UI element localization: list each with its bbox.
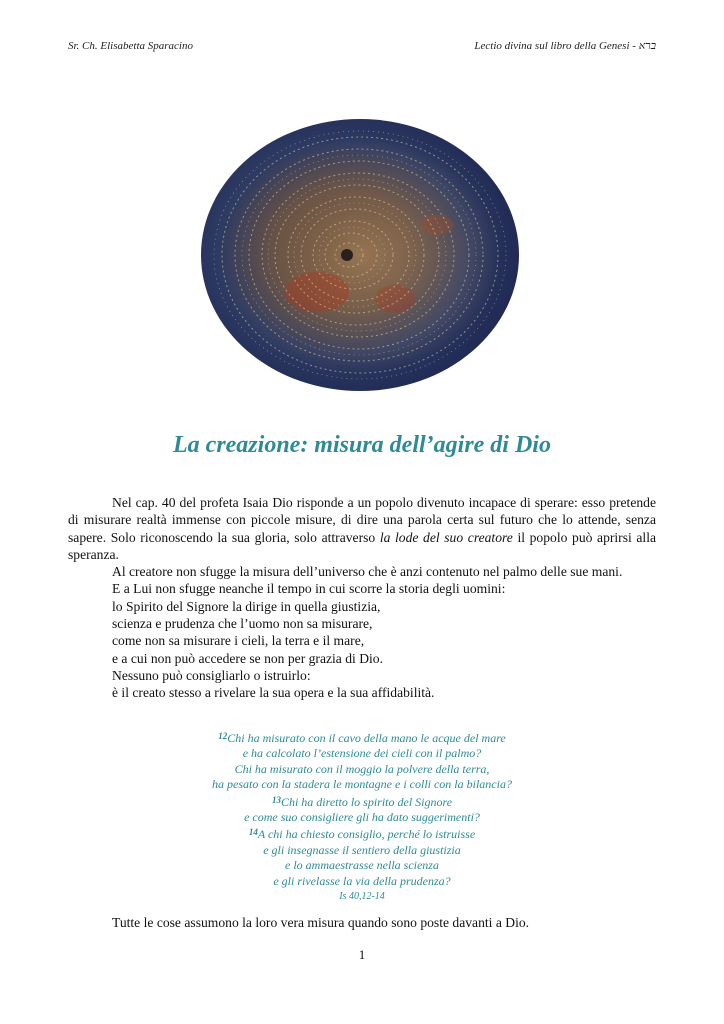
quote-line: e gli insegnasse il sentiero della giustizia [263, 842, 461, 857]
intro-line: scienza e prudenza che l’uomo non sa misurare, [112, 616, 373, 632]
quote-line: e ha calcolato l’estensione dei cieli con il palmo? [242, 746, 482, 761]
intro-paragraph-1: Nel cap. 40 del profeta Isaia Dio risponde a un popolo divenuto incapace di sperare: esso pretende di misurare realtà immense con piccole misure, di dire una parola certa sul futuro che lo attende, senza sapere. Solo riconoscendo la sua gloria, solo attraverso la lode del suo creatore il popolo può aprirsi alla speranza. [68, 495, 657, 562]
verse-number: 13 [271, 794, 281, 805]
intro-line: e a cui non può accedere se non per grazia di Dio. [112, 650, 383, 666]
quote-line: Chi ha misurato con il moggio la polvere della terra, [234, 761, 490, 776]
emphasis-text: la lode del suo creatore [379, 529, 513, 545]
intro-line: Nessuno può consigliarlo o istruirlo: [112, 667, 311, 683]
quote-line: e come suo consigliere gli ha dato suggerimenti? [244, 810, 480, 825]
quote-line: ha pesato con la stadera le montagne e i colli con la bilancia? [212, 777, 512, 792]
quote-line: $^{12}$Chi ha misurato con il cavo della mano le acque del mare [218, 731, 506, 745]
quote-line: e gli rivelasse la via della prudenza? [273, 873, 451, 888]
artwork-red-patch [285, 272, 349, 312]
verse-number: 12 [218, 731, 228, 741]
intro-paragraph-2: Al creatore non sfugge la misura dell’universo che è anzi contenuto nel palmo delle sue mani. [112, 564, 623, 580]
header-series: Lectio divina sul libro della Genesi - ברא [474, 40, 656, 52]
page-title: La creazione: misura dell’agire di Dio [173, 432, 551, 458]
scripture-quote [0, 729, 724, 904]
verse-number: 14 [248, 827, 258, 838]
quote-line: e lo ammaestrasse nella scienza [285, 858, 439, 873]
header-author: Sr. Ch. Elisabetta Sparacino [68, 40, 193, 52]
page-header [68, 40, 656, 52]
intro-line: lo Spirito del Signore la dirige in quella giustizia, [112, 598, 381, 614]
closing-text: Tutte le cose assumono la loro vera misura quando sono poste davanti a Dio. [112, 915, 530, 930]
intro-text [68, 494, 656, 702]
quote-line: $^{14}$A chi ha chiesto consiglio, perché lo istruisse [248, 827, 476, 842]
quote-line: $^{13}$Chi ha diretto lo spirito del Signore [271, 794, 453, 809]
intro-line: è il creato stesso a rivelare la sua opera e la sua affidabilità. [112, 685, 435, 701]
creation-artwork [199, 117, 521, 393]
page-number: 1 [358, 947, 366, 962]
artwork-center [341, 249, 353, 261]
quote-reference: Is 40,12-14 [339, 891, 385, 903]
intro-line: E a Lui non sfugge neanche il tempo in cui scorre la storia degli uomini: [112, 581, 506, 597]
intro-line: come non sa misurare i cieli, la terra e il mare, [112, 633, 365, 649]
